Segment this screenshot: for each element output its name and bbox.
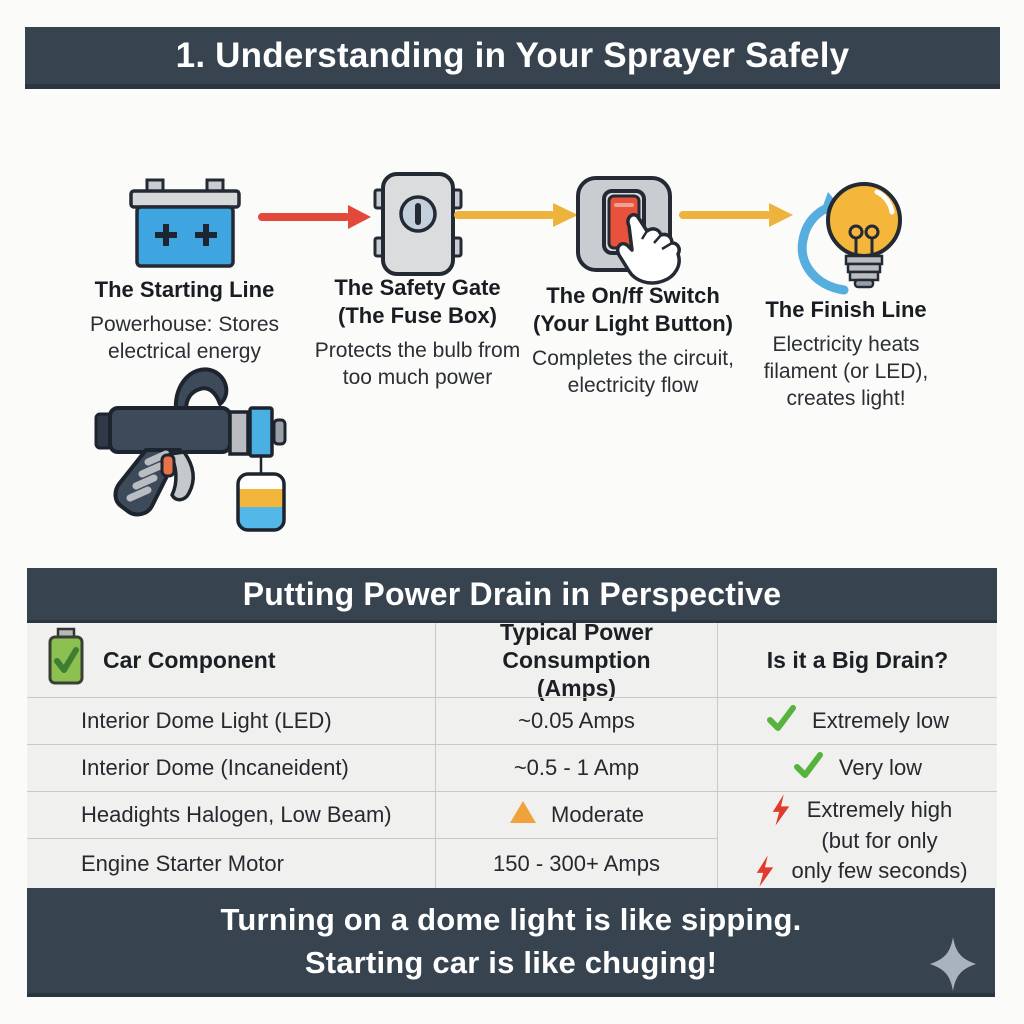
- step-subtitle: Electricity heats filament (or LED), creates light!: [763, 333, 929, 410]
- consumption-value: 150 - 300+ Amps: [493, 850, 660, 876]
- footer-band: [27, 888, 995, 997]
- drain-label: Extremely low: [812, 708, 949, 733]
- footer-line-2: Starting car is like chuging!: [304, 944, 718, 980]
- main-title-band: [25, 27, 1000, 89]
- step-subtitle: Completes the circuit, electricity flow: [532, 347, 734, 397]
- green-check-icon: [766, 704, 796, 738]
- step-subtitle: Powerhouse: Stores electrical energy: [89, 313, 280, 363]
- component-label: Engine Starter Motor: [81, 850, 284, 876]
- table-row-cell: [27, 744, 435, 791]
- column-header-label: Car Component: [103, 647, 276, 673]
- column-header-drain: [717, 623, 997, 697]
- drain-merged-cell: [717, 791, 997, 888]
- table-row-cell: [27, 697, 435, 744]
- green-battery-check-icon: [43, 627, 89, 693]
- step-title: The Starting Line: [94, 277, 275, 302]
- column-header-component: [27, 623, 435, 697]
- table-row-cell: [27, 838, 435, 888]
- component-label: Interior Dome (Incaneident): [81, 755, 349, 780]
- page-title: 1. Understanding in Your Sprayer Safely: [175, 35, 850, 75]
- table-row-cell: [435, 697, 717, 744]
- table-row-cell: [435, 791, 717, 838]
- consumption-value: ~0.05 Amps: [518, 708, 635, 733]
- footer-line-1: Turning on a dome light is like sipping.: [220, 901, 802, 937]
- component-label: Interior Dome Light (LED): [81, 708, 332, 733]
- red-lightning-bolt-icon: [769, 793, 793, 827]
- drain-label: Very low: [838, 755, 923, 780]
- column-header-consumption: [435, 619, 717, 701]
- column-header-label: Is it a Big Drain?: [766, 647, 949, 673]
- table-row-cell: [27, 791, 435, 838]
- flow-step-bulb: [742, 170, 950, 412]
- table-row-cell: [717, 744, 997, 791]
- power-drain-table: [27, 619, 997, 888]
- step-title: The On/ff Switch: [546, 283, 720, 308]
- consumption-value: ~0.5 - 1 Amp: [513, 755, 640, 780]
- component-label: Headights Halogen, Low Beam): [81, 802, 392, 827]
- table-row-cell: [435, 744, 717, 791]
- drain-label: (but for only: [821, 827, 938, 853]
- drain-label: only few seconds): [791, 858, 968, 883]
- light-bulb-with-arrow-icon: [742, 170, 950, 296]
- step-title: The Safety Gate: [334, 275, 501, 300]
- table-row-cell: [435, 838, 717, 888]
- drain-label: Extremely high: [806, 797, 953, 822]
- green-check-icon: [793, 751, 823, 785]
- step-subtitle: Protects the bulb from too much power: [314, 339, 521, 389]
- red-lightning-bolt-icon: [753, 854, 777, 888]
- four-point-star-icon: [925, 936, 981, 999]
- consumption-value: Moderate: [551, 802, 644, 827]
- table-section-title: Putting Power Drain in Perspective: [242, 575, 782, 612]
- table-section-band: [27, 568, 997, 623]
- paint-spray-gun-icon: [88, 356, 298, 541]
- table-row-cell: [717, 697, 997, 744]
- column-header-label: Typical Power Consumption (Amps): [500, 619, 653, 701]
- step-title: The Finish Line: [765, 297, 927, 322]
- orange-warning-triangle-icon: [509, 800, 537, 830]
- step-title-2: (The Fuse Box): [338, 303, 497, 328]
- step-title-2: (Your Light Button): [533, 311, 733, 336]
